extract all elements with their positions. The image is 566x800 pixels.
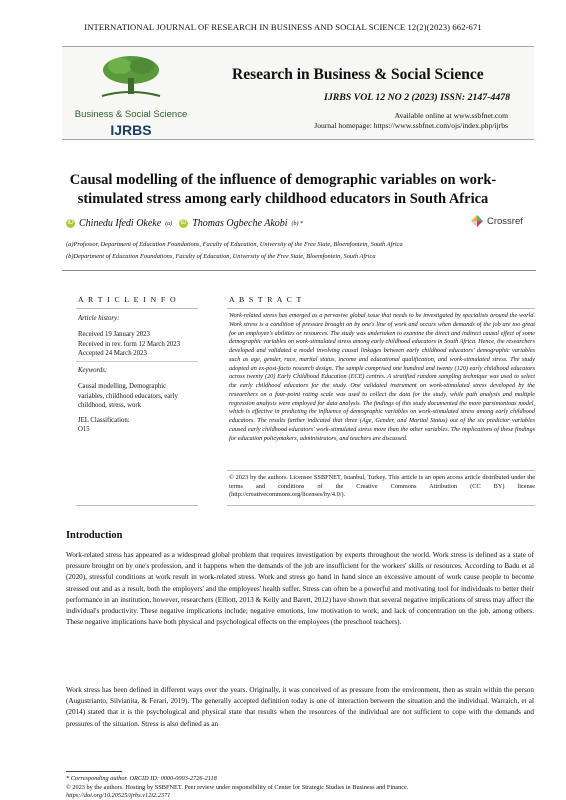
keywords-line: variables, childhood educators, early xyxy=(78,392,178,400)
divider xyxy=(227,470,535,471)
footnote-rule xyxy=(66,771,122,772)
journal-homepage-text[interactable]: Journal homepage: https://www.ssbfnet.com/ojs/index.php/ijrbs xyxy=(314,121,508,130)
divider xyxy=(227,308,535,309)
keywords-label: Keywords: xyxy=(78,367,108,374)
license-text: © 2023 by the authors. Licensee SSBFNET, Istanbul, Turkey. This article is an open access article distributed under the terms and conditions of the Creative Commons Attribution (CC BY) license (http://creativecommons.org/licenses/by/4.0/). xyxy=(229,474,535,498)
author-name: Thomas Ogbeche Akobi xyxy=(192,218,288,229)
journal-logo xyxy=(70,52,192,140)
paper-title-line-2: stimulated stress among early childhood educators in South Africa xyxy=(77,191,489,207)
body-paragraph: Work stress has been defined in different ways over the years. Originally, it was conceived of as pressure from the environment, then as strain within the person (Augustrianto, Silvianita, & Ferari, 2019). The generally accepted definition today is one of interaction between the situation and the individual. Warraich, et al (2014) stated that it is the psychological and physical state that results when the resources of the individual are not sufficient to cope with the demands and pressures of the situation. Stress is also defined as an xyxy=(66,686,534,728)
keywords-block xyxy=(78,366,204,411)
crossref-icon xyxy=(470,214,484,228)
accepted-date: Accepted 24 March 2023 xyxy=(78,350,147,358)
jel-code: O15 xyxy=(78,426,90,434)
divider xyxy=(62,270,536,271)
body-paragraph: Work-related stress has appeared as a widespread global problem that requires investigation by experts throughout the world. Work stress is defined as a state of pressure brought on by one's profession, and it happens when the demands of the job are insufficient for the workers' skills or resources. According to Badu et al (2020), stressful conditions at work result in work-related stress. Work and stress go hand in hand since an excessive amount of work cause people to become stressed out and as a result, both the employers' and the employees' health suffer. Stress can often be a powerful and motivating tool for individuals to better their performance in an institution, however, researchers (Elliott, 2013 & Kelly and Barett, 2012) have shown that several negative implications of stress may affect the individual's productivity. These negative implications include; negative emotions, low motivation to work, and lack of concentration on the job, among others. These negative implications have both physical and psychological effects on the employees (the preschool teachers). xyxy=(66,551,534,627)
divider xyxy=(76,505,198,506)
abstract-text: Work-related stress has emerged as a pervasive global issue that needs to be investigated by specialists around the world. Work stress is a condition of pressure brought on by one's line of work and occurs when demands of the job are too great for an employee's abilities or resources. The study was undertaken to examine the direct and indirect causal effect of some demographic variables on work-stimulated stress among early childhood educators in South Africa. Hence, the researchers developed and validated a model involving causal linkages between early childhood educators' demographic variables such as age, gender, race, marital status, income and educational qualification, and work-stimulated stress. The study adopted an ex-post-facto research design. The sample comprised one hundred and twenty (120) early childhood educators across twenty (20) Early Childhood Education (ECE) centres. A stratified random sampling technique was used to select the early childhood educators for the study. One validated instrument on work-stimulated stress developed by the researchers on a four-point rating scale was used to collect the data for the study, while path analysis and multiple regression analysis were employed for data analysis. The findings of this study documented the more parsimonious model, which is effective in predicting the influence of demographic variables on work-stimulated stress among early childhood educators. The results further indicated that three (Age, Gender, and Marital Status) out of the six predictor variables caused early childhood educators' work-stimulated stress more than the other variables. The implications of these findings for education policymakers, administrators, and teachers are discussed. xyxy=(229,312,535,442)
affiliation-a: (a)Professor, Department of Education Foundations, Faculty of Education, University of the Free State, Bloemfontein, South Africa xyxy=(66,241,403,248)
available-online-text[interactable]: Available online at www.ssbfnet.com xyxy=(394,111,508,120)
received-date: Received 19 January 2023 xyxy=(78,331,150,339)
revised-date: Received in rev. form 12 March 2023 xyxy=(78,340,181,348)
crossref-label: Crossref xyxy=(487,215,523,227)
doi-link[interactable]: https://doi.org/10.20525/ijrbs.v12i2.2371 xyxy=(66,792,171,799)
author-name: Chinedu Ifedi Okeke xyxy=(79,218,162,229)
article-history xyxy=(78,314,204,359)
orcid-icon[interactable]: iD xyxy=(67,220,74,226)
paper-title-line-1: Causal modelling of the influence of demographic variables on work- xyxy=(69,172,497,188)
jel-label: JEL Classification: xyxy=(78,417,130,424)
divider xyxy=(227,505,535,506)
divider xyxy=(76,361,198,362)
logo-abbreviation: IJRBS xyxy=(110,122,152,138)
journal-title: Research in Business & Social Science xyxy=(232,66,484,83)
author-list xyxy=(66,218,303,229)
divider xyxy=(76,308,198,309)
tree-icon xyxy=(96,52,166,102)
affiliation-b: (b)Department of Education Foundations, Faculty of Education, University of the Free State, Bloemfontein, South Africa xyxy=(66,253,376,260)
introduction-heading: Introduction xyxy=(66,530,123,541)
journal-availability xyxy=(314,111,508,131)
corresponding-author-note: * Corresponding author. ORCID ID: 0000-0003-2726-2118 xyxy=(66,775,217,782)
paper-title xyxy=(0,171,566,209)
journal-running-header: INTERNATIONAL JOURNAL OF RESEARCH IN BUSINESS AND SOCIAL SCIENCE 12(2)(2023) 662-671 xyxy=(84,22,482,32)
author-affiliation-mark: (a) xyxy=(165,220,173,227)
copyright-note: © 2023 by the authors. Hosting by SSBFNET. Peer review under responsibility of Center for Strategic Studies in Business and Finance. xyxy=(66,784,409,791)
author-affiliation-mark: (b) * xyxy=(291,220,304,227)
keywords-line: Causal modelling, Demographic xyxy=(78,383,167,391)
logo-brand-text: Business & Social Science xyxy=(74,109,188,120)
article-info-heading: A R T I C L E I N F O xyxy=(78,295,178,304)
crossref-badge[interactable] xyxy=(470,214,523,228)
history-label: Article history: xyxy=(78,315,120,322)
keywords-line: childhood, stress, work xyxy=(78,402,142,410)
abstract-heading: A B S T R A C T xyxy=(229,295,303,304)
orcid-icon[interactable]: iD xyxy=(180,220,187,226)
journal-volume: IJRBS VOL 12 NO 2 (2023) ISSN: 2147-4478 xyxy=(324,92,511,103)
jel-block xyxy=(78,416,204,435)
